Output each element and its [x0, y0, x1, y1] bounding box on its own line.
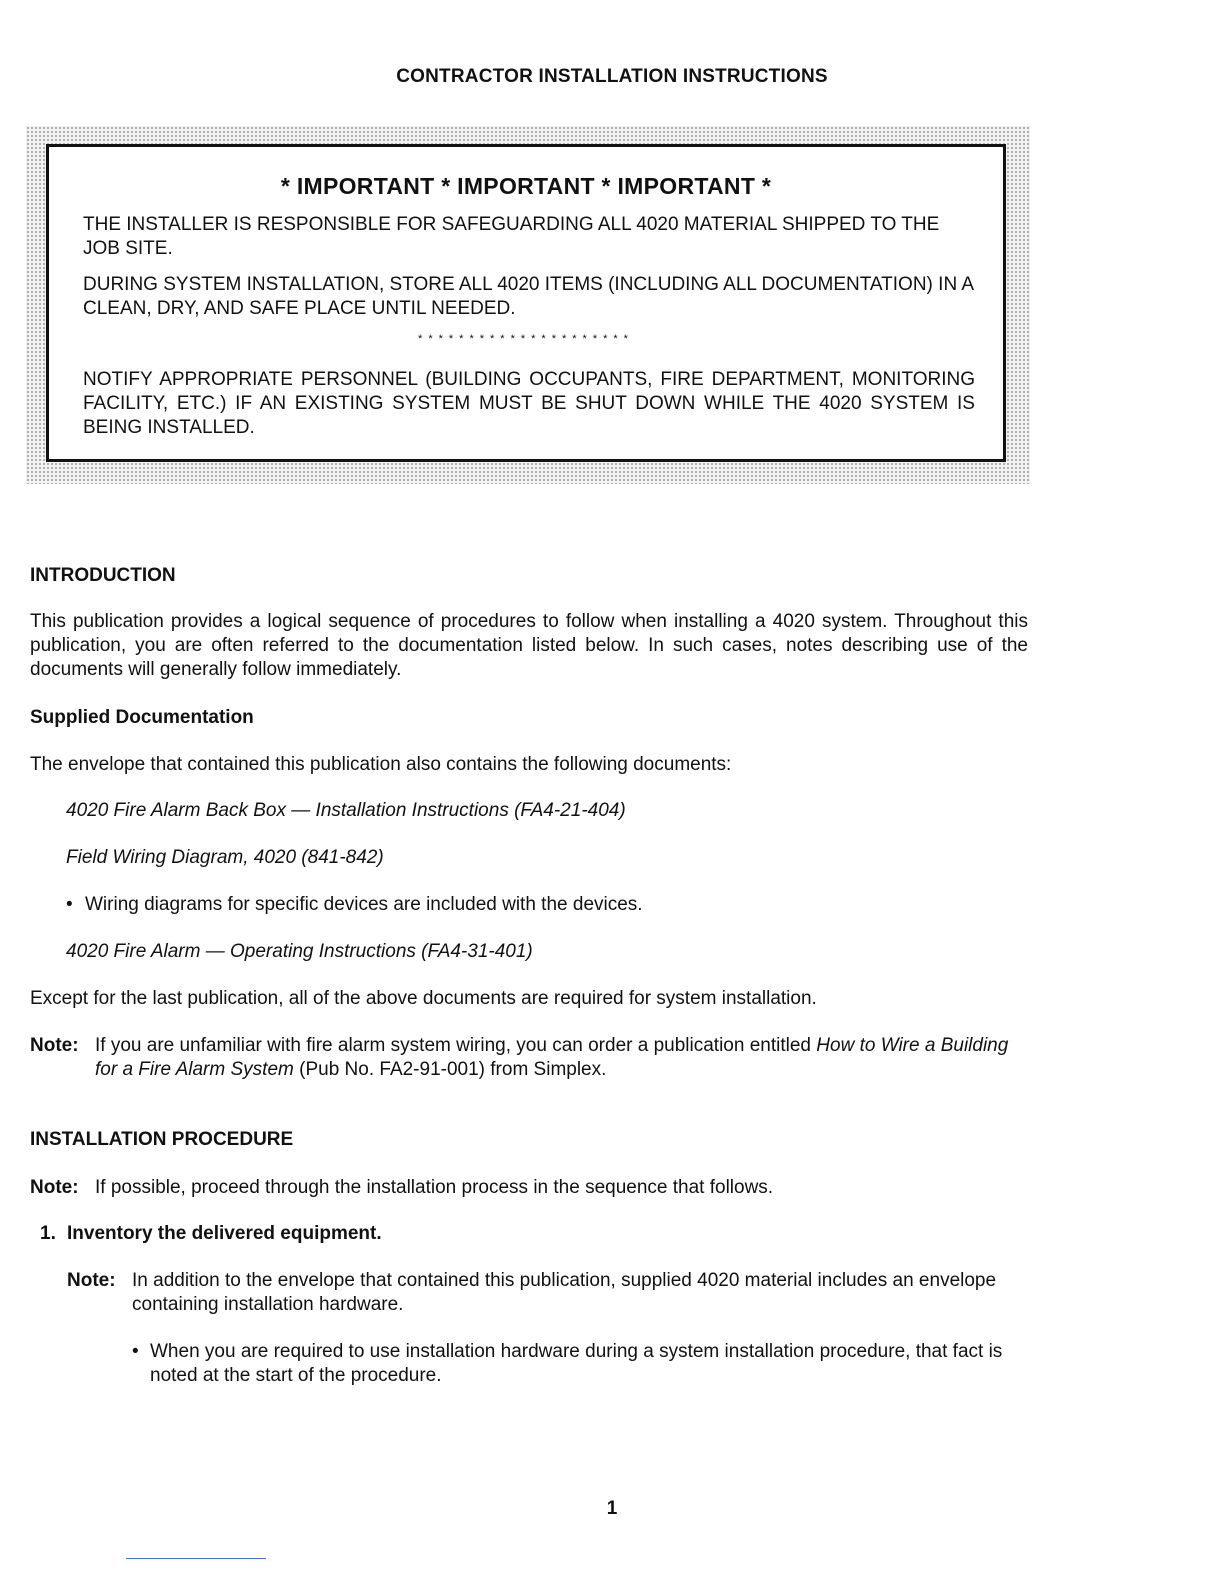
- note-label: Note:: [30, 1035, 79, 1056]
- publication-title: How to Wire a Building for a Fire Alarm System: [95, 1035, 1009, 1080]
- document-field-wiring-diagram: Field Wiring Diagram, 4020 (841-842): [66, 847, 384, 868]
- bullet-marker: •: [66, 894, 73, 915]
- important-notice-box: [46, 144, 1006, 462]
- hardware-bullet-text: When you are required to use installation hardware during a system installation procedure, that fact is noted at the start of the procedure.: [150, 1341, 1003, 1386]
- step-1-title: Inventory the delivered equipment.: [67, 1223, 382, 1244]
- step-1-number: 1.: [40, 1223, 56, 1244]
- documents-required-text: Except for the last publication, all of the above documents are required for system installation.: [30, 988, 817, 1009]
- important-para-storage: DURING SYSTEM INSTALLATION, STORE ALL 4020 ITEMS (INCLUDING ALL DOCUMENTATION) IN A CLEAN, DRY, AND SAFE PLACE UNTIL NEEDED.: [83, 274, 974, 319]
- installation-procedure-heading: INSTALLATION PROCEDURE: [30, 1129, 294, 1150]
- wiring-note: [30, 1034, 1030, 1084]
- hardware-bullet: [132, 1340, 1029, 1390]
- star-divider: *********************: [418, 333, 634, 345]
- document-title: CONTRACTOR INSTALLATION INSTRUCTIONS: [396, 66, 828, 87]
- important-para-safeguarding: THE INSTALLER IS RESPONSIBLE FOR SAFEGUARDING ALL 4020 MATERIAL SHIPPED TO THE JOB SITE.: [83, 214, 940, 259]
- important-para-notify: NOTIFY APPROPRIATE PERSONNEL (BUILDING OCCUPANTS, FIRE DEPARTMENT, MONITORING FACILITY, ETC.) IF AN EXISTING SYSTEM MUST BE SHUT DOWN WHILE THE 4020 SYSTEM IS BEING INSTALLED.: [83, 369, 975, 438]
- wiring-note-text: If you are unfamiliar with fire alarm system wiring, you can order a publication entitled How to Wire a Building for a Fire Alarm System (Pub No. FA2-91-001) from Simplex.: [95, 1035, 1009, 1080]
- document-back-box-instructions: 4020 Fire Alarm Back Box — Installation Instructions (FA4-21-404): [66, 800, 626, 821]
- bullet-marker: •: [132, 1341, 139, 1362]
- wiring-diagrams-text: Wiring diagrams for specific devices are included with the devices.: [85, 894, 643, 915]
- introduction-body: This publication provides a logical sequence of procedures to follow when installing a 4020 system. Throughout this publication, you are often referred to the documentation listed below. In such cases, notes describing use of the documents will generally follow immediately.: [30, 611, 1028, 680]
- supplied-documentation-intro: The envelope that contained this publication also contains the following documents:: [30, 754, 732, 775]
- step-1-note: [67, 1269, 1029, 1319]
- supplied-documentation-heading: Supplied Documentation: [30, 707, 254, 728]
- important-heading: * IMPORTANT * IMPORTANT * IMPORTANT *: [280, 173, 772, 199]
- introduction-heading: INTRODUCTION: [30, 565, 176, 586]
- step-1-note-text: In addition to the envelope that contained this publication, supplied 4020 material includes an envelope containing installation hardware.: [132, 1270, 997, 1315]
- note-label: Note:: [30, 1177, 79, 1198]
- document-operating-instructions: 4020 Fire Alarm — Operating Instructions (FA4-31-401): [66, 941, 533, 962]
- step-1: [40, 1222, 740, 1248]
- installation-note-text: If possible, proceed through the installation process in the sequence that follows.: [95, 1177, 774, 1198]
- note-label: Note:: [67, 1270, 116, 1291]
- page-number: 1: [606, 1498, 618, 1519]
- installation-note: [30, 1176, 1030, 1202]
- footer-rule: [126, 1558, 266, 1559]
